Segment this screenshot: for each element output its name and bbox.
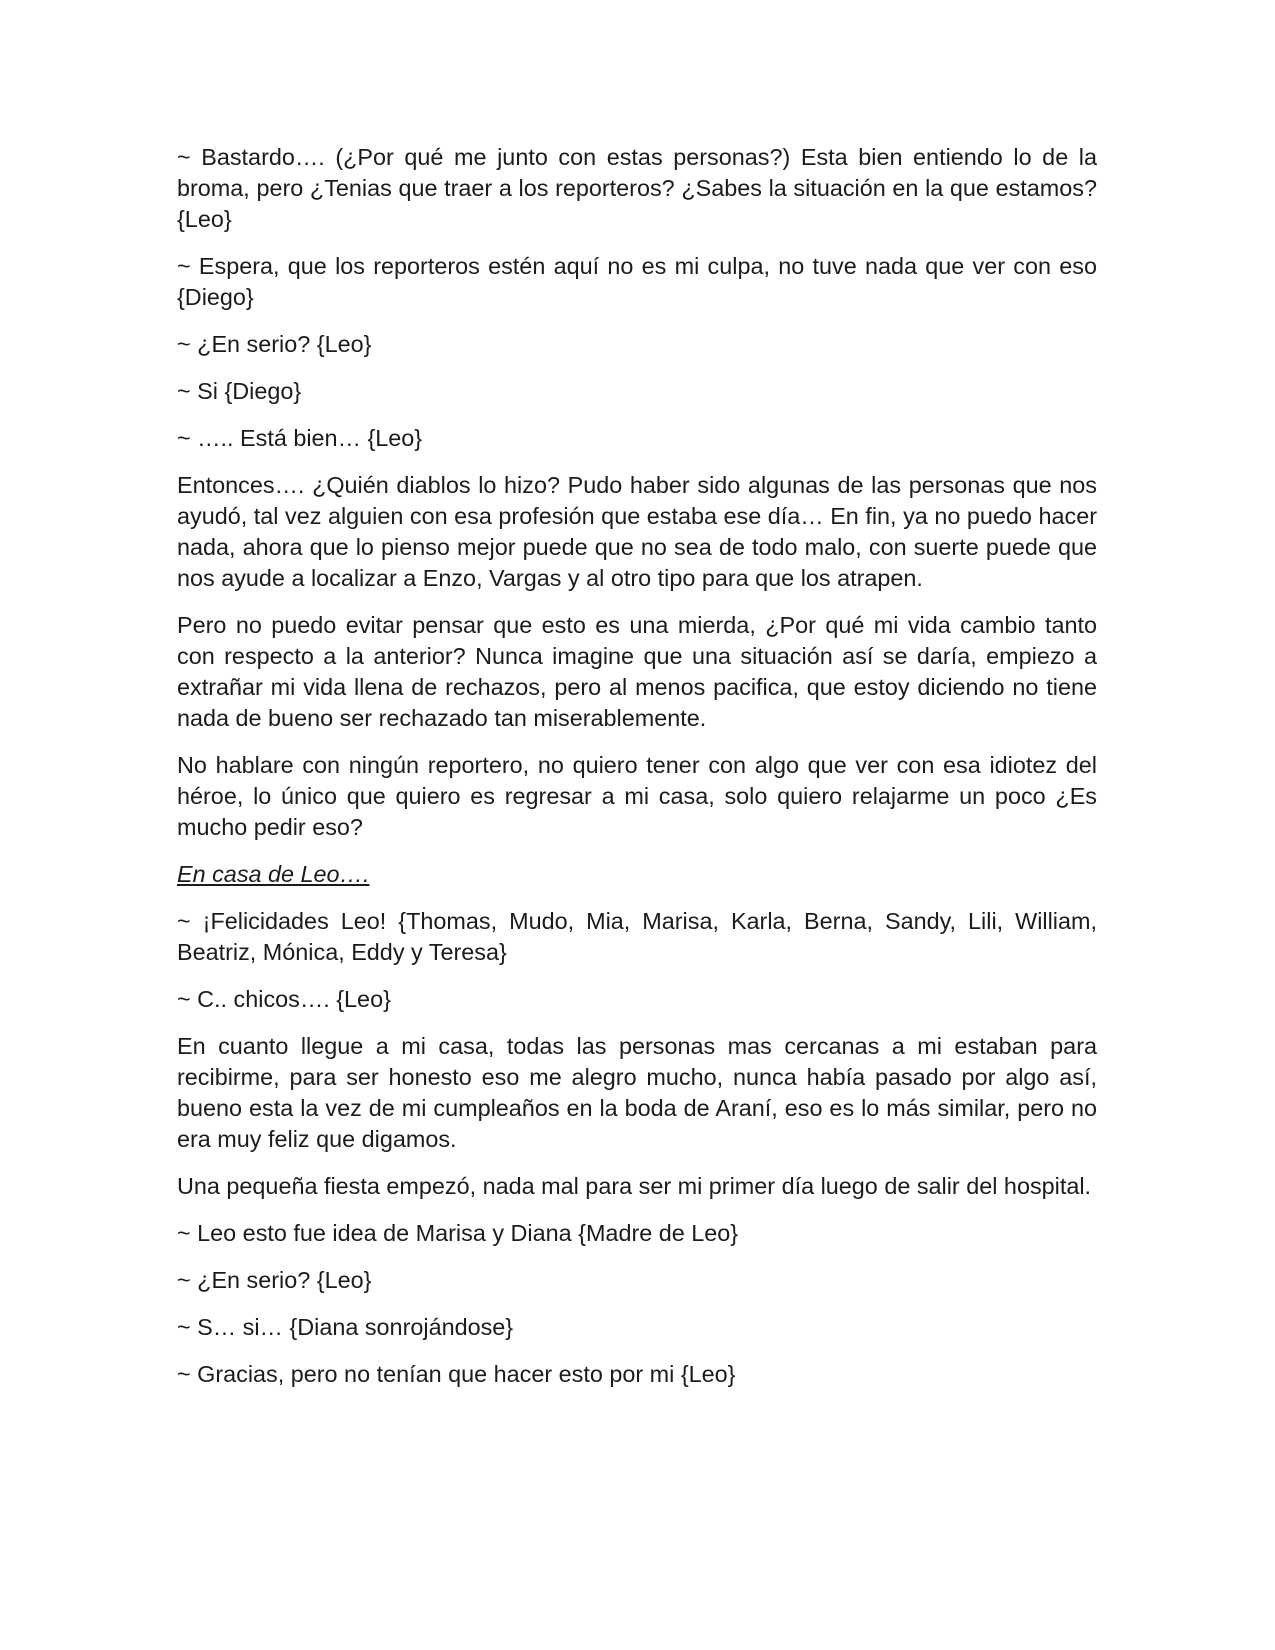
dialogue-line: ~ ¿En serio? {Leo}	[177, 1267, 372, 1293]
narration-paragraph: En cuanto llegue a mi casa, todas las personas mas cercanas a mi estaban para recibirme, para ser honesto eso me alegro mucho, nunca había pasado por algo así, bueno esta la vez de mi cumpleaños en la boda de Araní, eso es lo más similar, pero no era muy feliz que digamos.	[177, 1033, 1097, 1152]
dialogue-line: ~ C.. chicos…. {Leo}	[177, 986, 391, 1012]
narration-paragraph: Pero no puedo evitar pensar que esto es una mierda, ¿Por qué mi vida cambio tanto con respecto a la anterior? Nunca imagine que una situación así se daría, empiezo a extrañar mi vida llena de rechazos, pero al menos pacifica, que estoy diciendo no tiene nada de bueno ser rechazado tan miserablemente.	[177, 612, 1097, 731]
scene-heading: En casa de Leo….	[177, 861, 370, 887]
dialogue-line: ~ ¿En serio? {Leo}	[177, 331, 372, 357]
narration-paragraph: Una pequeña fiesta empezó, nada mal para ser mi primer día luego de salir del hospital.	[177, 1173, 1092, 1199]
dialogue-line: ~ Gracias, pero no tenían que hacer esto por mi {Leo}	[177, 1361, 736, 1387]
dialogue-line: ~ ¡Felicidades Leo! {Thomas, Mudo, Mia, Marisa, Karla, Berna, Sandy, Lili, William, Beatriz, Mónica, Eddy y Teresa}	[177, 908, 1097, 965]
dialogue-line: ~ Espera, que los reporteros estén aquí no es mi culpa, no tuve nada que ver con eso {Diego}	[177, 253, 1097, 310]
document-page	[177, 142, 1097, 1406]
dialogue-line: ~ S… si… {Diana sonrojándose}	[177, 1314, 514, 1340]
narration-paragraph: Entonces…. ¿Quién diablos lo hizo? Pudo haber sido algunas de las personas que nos ayudó, tal vez alguien con esa profesión que estaba ese día… En fin, ya no puedo hacer nada, ahora que lo pienso mejor puede que no sea de todo malo, con suerte puede que nos ayude a localizar a Enzo, Vargas y al otro tipo para que los atrapen.	[177, 472, 1097, 591]
dialogue-line: ~ Si {Diego}	[177, 378, 302, 404]
narration-paragraph: No hablare con ningún reportero, no quiero tener con algo que ver con esa idiotez del héroe, lo único que quiero es regresar a mi casa, solo quiero relajarme un poco ¿Es mucho pedir eso?	[177, 752, 1097, 840]
dialogue-line: ~ Bastardo…. (¿Por qué me junto con estas personas?) Esta bien entiendo lo de la broma, pero ¿Tenias que traer a los reporteros? ¿Sabes la situación en la que estamos? {Leo}	[177, 144, 1097, 232]
dialogue-line: ~ ….. Está bien… {Leo}	[177, 425, 423, 451]
dialogue-line: ~ Leo esto fue idea de Marisa y Diana {Madre de Leo}	[177, 1220, 739, 1246]
